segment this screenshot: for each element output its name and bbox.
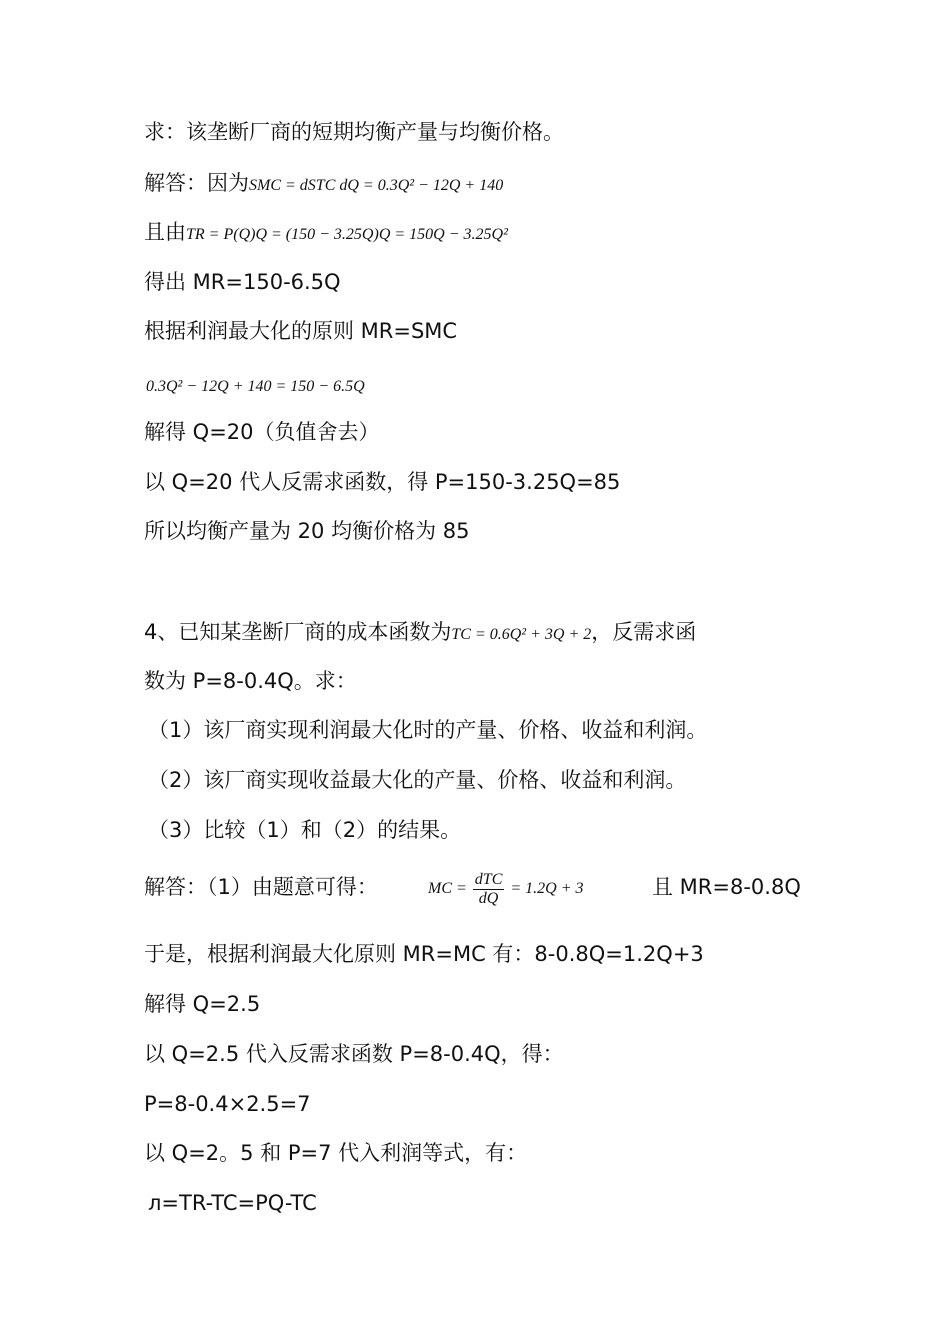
subquestion-1: （1）该厂商实现利润最大化时的产量、价格、收益和利润。 xyxy=(148,718,708,742)
tc-formula: TC = 0.6Q² + 3Q + 2 xyxy=(451,626,592,643)
mr-mc-line: 于是，根据利润最大化原则 MR=MC 有：8-0.8Q=1.2Q+3 xyxy=(144,942,704,966)
tr-line xyxy=(144,222,508,243)
fraction-denominator: dQ xyxy=(478,890,499,907)
substitute-q-line: 以 Q=2.5 代入反需求函数 P=8-0.4Q，得： xyxy=(144,1042,564,1066)
answer1-line xyxy=(144,877,378,898)
demand-line: 数为 P=8-0.4Q。求： xyxy=(144,669,357,693)
tr-label: 且由 xyxy=(144,220,186,244)
solution-q-line: 解得 Q=20（负值舍去） xyxy=(144,420,380,444)
problem4-text-tail: ，反需求函 xyxy=(591,620,697,644)
subquestion-2: （2）该厂商实现收益最大化的产量、价格、收益和利润。 xyxy=(148,768,687,792)
fraction-numerator: dTC xyxy=(474,871,503,888)
tr-formula: TR = P(Q)Q = (150 − 3.25Q)Q = 150Q − 3.25Q² xyxy=(186,226,508,243)
equation-line: 0.3Q² − 12Q + 140 = 150 − 6.5Q xyxy=(146,378,365,395)
mc-formula: MC = $\frac{\text{dTC}}{dQ}$ = 1.2Q + 3 xyxy=(428,871,584,907)
profit-intro-line: 以 Q=2。5 和 P=7 代入利润等式，有： xyxy=(144,1141,528,1165)
equilibrium-line: 所以均衡产量为 20 均衡价格为 85 xyxy=(144,519,470,543)
answer1-label: 解答：（1）由题意可得： xyxy=(144,875,378,899)
subquestion-3: （3）比较（1）和（2）的结果。 xyxy=(148,818,462,842)
substitute-line: 以 Q=20 代人反需求函数，得 P=150-3.25Q=85 xyxy=(144,470,621,494)
profit-equation-line: л=TR-TC=PQ-TC xyxy=(148,1191,317,1215)
mr-line: 得出 MR=150-6.5Q xyxy=(144,270,341,294)
price-line: P=8-0.4×2.5=7 xyxy=(144,1092,311,1116)
problem4-line xyxy=(144,622,696,643)
answer-smc-line xyxy=(144,173,503,194)
mr-formula-text: 且 MR=8-0.8Q xyxy=(652,875,801,899)
smc-formula: SMC = dSTC dQ = 0.3Q² − 12Q + 140 xyxy=(249,177,504,194)
problem4-text: 4、已知某垄断厂商的成本函数为 xyxy=(144,620,452,644)
solve-q-line: 解得 Q=2.5 xyxy=(144,992,261,1016)
principle-line: 根据利润最大化的原则 MR=SMC xyxy=(144,319,458,343)
answer-label: 解答：因为 xyxy=(144,171,249,195)
mc-fraction xyxy=(473,871,505,908)
question-line: 求：该垄断厂商的短期均衡产量与均衡价格。 xyxy=(144,120,564,144)
